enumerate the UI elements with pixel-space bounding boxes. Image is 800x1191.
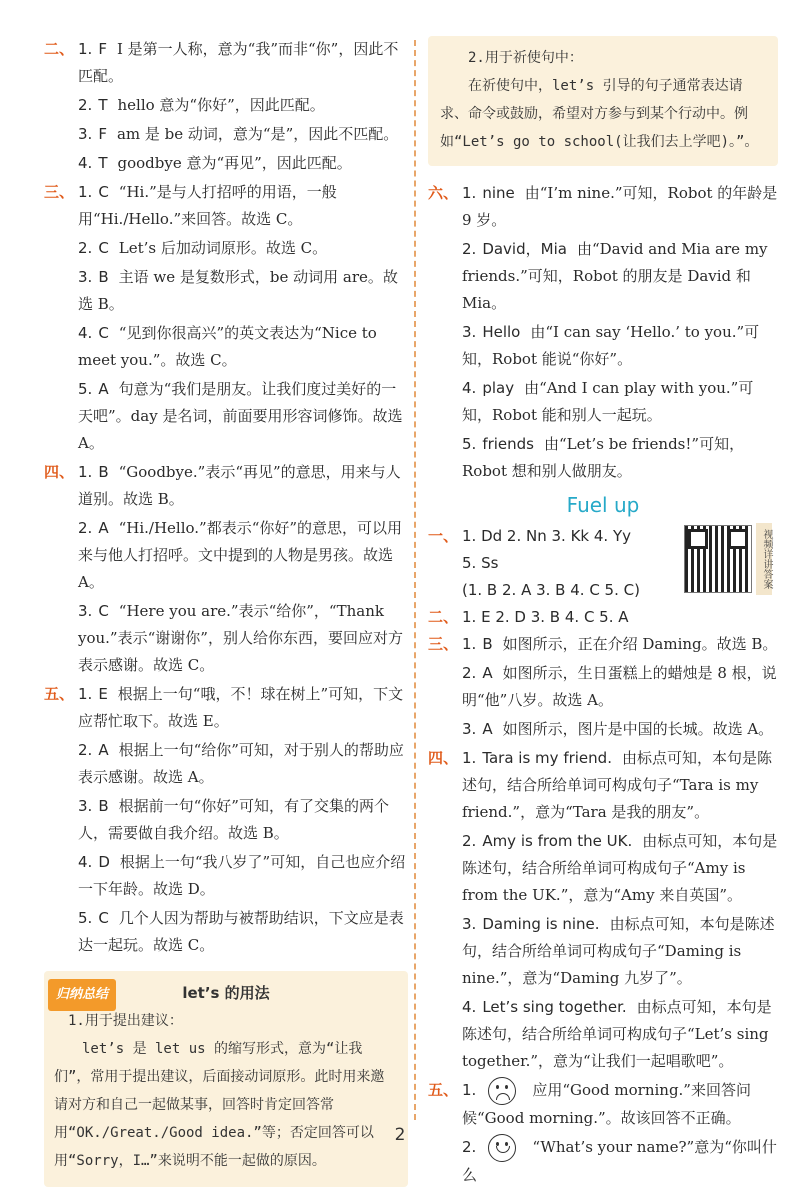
answer-item bbox=[44, 849, 408, 903]
answer-item bbox=[44, 905, 408, 959]
answer-item bbox=[428, 994, 778, 1075]
item-explanation: goodbye 意为“再见”，因此匹配。 bbox=[117, 154, 352, 172]
answer-item bbox=[44, 92, 408, 119]
item-answer: B bbox=[98, 797, 109, 815]
section-3 bbox=[44, 179, 408, 457]
item-number: 2. bbox=[462, 664, 477, 682]
item-explanation: am 是 be 动词，意为“是”，因此不匹配。 bbox=[116, 125, 399, 143]
answer-line bbox=[428, 577, 778, 604]
item-number: 4. bbox=[462, 998, 477, 1016]
item-explanation: I 是第一人称，意为“我”而非“你”，因此不匹配。 bbox=[78, 40, 399, 85]
summary-title: let’s 的用法 bbox=[182, 984, 270, 1002]
item-answer: T bbox=[98, 154, 108, 172]
answer-text: 5. Ss bbox=[462, 554, 499, 572]
answer-item bbox=[428, 745, 778, 826]
item-answer: Tara is my friend. bbox=[482, 749, 612, 767]
item-number: 1. bbox=[462, 635, 477, 653]
answer-item bbox=[428, 375, 778, 429]
section-number: 四、 bbox=[44, 463, 75, 481]
section-number: 五、 bbox=[44, 685, 75, 703]
item-number: 1. bbox=[462, 184, 477, 202]
section-number: 一、 bbox=[428, 527, 459, 545]
answer-item bbox=[44, 36, 408, 90]
answer-line bbox=[428, 550, 778, 577]
section-6 bbox=[428, 180, 778, 485]
sad-face-icon bbox=[488, 1077, 516, 1105]
item-number: 2. bbox=[78, 519, 93, 537]
answer-item bbox=[428, 180, 778, 234]
summary-header bbox=[54, 979, 398, 1007]
answer-text: 1. E 2. D 3. B 4. C 5. A bbox=[462, 608, 629, 626]
item-answer: Amy is from the UK. bbox=[482, 832, 633, 850]
fuel-section-4 bbox=[428, 745, 778, 1075]
item-number: 1. bbox=[78, 685, 93, 703]
item-number: 5. bbox=[78, 380, 93, 398]
item-number: 3. bbox=[78, 268, 93, 286]
item-explanation: 由“I’m nine.”可知，Robot 的年龄是 9 岁。 bbox=[462, 184, 778, 229]
item-explanation: “见到你很高兴”的英文表达为“Nice to meet you.”。故选 C。 bbox=[78, 324, 377, 369]
item-answer: David，Mia bbox=[482, 240, 567, 258]
section-number: 三、 bbox=[44, 183, 75, 201]
right-column bbox=[428, 36, 778, 1191]
answer-item bbox=[44, 235, 408, 262]
item-answer: D bbox=[98, 853, 110, 871]
fuel-section-1 bbox=[428, 523, 778, 604]
page-number: 2 bbox=[394, 1125, 406, 1145]
fuel-section-2 bbox=[428, 604, 778, 631]
summary-subheading: 2.用于祈使句中： bbox=[468, 50, 583, 66]
answer-item bbox=[44, 320, 408, 374]
qr-caption: 视频详讲答案 bbox=[756, 523, 772, 595]
item-explanation: “Here you are.”表示“给你”，“Thank you.”表示“谢谢你”，别人给你东西，要回应对方表示感谢。故选 C。 bbox=[78, 602, 403, 674]
answer-text: 1. Dd 2. Nn 3. Kk 4. Yy bbox=[462, 527, 631, 545]
item-number: 4. bbox=[78, 154, 93, 172]
answer-item bbox=[44, 793, 408, 847]
item-explanation: “Hi.”是与人打招呼的用语，一般用“Hi./Hello.”来回答。故选 C。 bbox=[78, 183, 337, 228]
item-explanation: 如图所示，正在介绍 Daming。故选 B。 bbox=[502, 635, 778, 653]
item-number: 3. bbox=[78, 797, 93, 815]
section-number: 四、 bbox=[428, 749, 459, 767]
item-number: 3. bbox=[78, 125, 93, 143]
answer-item bbox=[428, 431, 778, 485]
answer-item bbox=[44, 264, 408, 318]
item-answer: B bbox=[482, 635, 493, 653]
section-number: 三、 bbox=[428, 635, 459, 653]
item-number: 2. bbox=[78, 741, 93, 759]
section-4 bbox=[44, 459, 408, 679]
item-answer: play bbox=[482, 379, 515, 397]
item-number: 2. bbox=[462, 1138, 477, 1156]
answer-item bbox=[44, 459, 408, 513]
section-number: 二、 bbox=[428, 608, 459, 626]
item-explanation: 由“Let’s be friends!”可知，Robot 想和别人做朋友。 bbox=[462, 435, 745, 480]
section-number: 六、 bbox=[428, 184, 459, 202]
item-explanation: 根据上一句“给你”可知，对于别人的帮助应表示感谢。故选 A。 bbox=[78, 741, 404, 786]
item-explanation: 由标点可知，本句是陈述句，结合所给单词可构成句子“Amy is from the UK.”，意为“Amy 来自英国”。 bbox=[462, 832, 778, 904]
item-number: 2. bbox=[462, 832, 477, 850]
item-explanation: “Hi./Hello.”都表示“你好”的意思，可以用来与他人打招呼。文中提到的人物是男孩。故选 A。 bbox=[78, 519, 403, 591]
item-explanation: 根据上一句“哦，不！球在树上”可知，下文应帮忙取下。故选 E。 bbox=[78, 685, 404, 730]
item-answer: friends bbox=[482, 435, 534, 453]
answer-item bbox=[428, 319, 778, 373]
item-answer: B bbox=[98, 463, 109, 481]
item-explanation: 句意为“我们是朋友。让我们度过美好的一天吧”。day 是名词，前面要用形容词修饰。故选 A。 bbox=[78, 380, 403, 452]
item-explanation: 由标点可知，本句是陈述句，结合所给单词可构成句子“Let’s sing together.”，意为“让我们一起唱歌吧”。 bbox=[462, 998, 772, 1070]
item-answer: A bbox=[482, 664, 493, 682]
fuel-up-heading: Fuel up bbox=[566, 493, 640, 517]
item-number: 5. bbox=[462, 435, 477, 453]
answer-item bbox=[44, 737, 408, 791]
item-number: 1. bbox=[78, 40, 93, 58]
answer-item bbox=[428, 1077, 778, 1132]
item-answer: Hello bbox=[482, 323, 521, 341]
answer-item bbox=[44, 598, 408, 679]
summary-subheading: 1.用于提出建议： bbox=[68, 1013, 183, 1029]
answer-item bbox=[44, 121, 408, 148]
item-explanation: 由标点可知，本句是陈述句，结合所给单词可构成句子“Tara is my friend.”，意为“Tara 是我的朋友”。 bbox=[462, 749, 772, 821]
item-explanation: 几个人因为帮助与被帮助结识，下文应是表达一起玩。故选 C。 bbox=[78, 909, 404, 954]
summary-box-continued bbox=[428, 36, 778, 166]
item-answer: A bbox=[98, 519, 109, 537]
answer-item bbox=[44, 376, 408, 457]
item-number: 4. bbox=[78, 324, 93, 342]
answer-item bbox=[44, 179, 408, 233]
item-number: 3. bbox=[462, 915, 477, 933]
answer-item bbox=[428, 660, 778, 714]
item-explanation: 由“David and Mia are my friends.”可知，Robot 的朋友是 David 和 Mia。 bbox=[462, 240, 768, 312]
item-explanation: hello 意为“你好”，因此匹配。 bbox=[117, 96, 325, 114]
item-explanation: 如图所示，生日蛋糕上的蜡烛是 8 根，说明“他”八岁。故选 A。 bbox=[462, 664, 777, 709]
column-divider bbox=[414, 40, 416, 1120]
item-number: 1. bbox=[462, 1081, 477, 1099]
item-explanation: “What’s your name?”意为“你叫什么 bbox=[462, 1138, 777, 1184]
answer-item bbox=[428, 828, 778, 909]
item-number: 5. bbox=[78, 909, 93, 927]
item-number: 1. bbox=[78, 463, 93, 481]
section-5 bbox=[44, 681, 408, 959]
item-answer: A bbox=[482, 720, 493, 738]
item-explanation: 根据上一句“我八岁了”可知，自己也应介绍一下年龄。故选 D。 bbox=[78, 853, 406, 898]
item-number: 2. bbox=[462, 240, 477, 258]
item-explanation: 由“And I can play with you.”可知，Robot 能和别人一起玩。 bbox=[462, 379, 754, 424]
item-answer: F bbox=[98, 125, 107, 143]
item-answer: F bbox=[98, 40, 107, 58]
answer-item bbox=[428, 236, 778, 317]
item-explanation: 应用“Good morning.”来回答问候“Good morning.”。故该回答不正确。 bbox=[462, 1081, 751, 1127]
item-answer: C bbox=[98, 602, 109, 620]
item-answer: B bbox=[98, 268, 109, 286]
answer-line bbox=[428, 523, 778, 550]
item-number: 3. bbox=[78, 602, 93, 620]
item-number: 2. bbox=[78, 239, 93, 257]
item-explanation: 由标点可知，本句是陈述句，结合所给单词可构成句子“Daming is nine.”，意为“Daming 九岁了”。 bbox=[462, 915, 775, 987]
summary-paragraph: let’s 是 let us 的缩写形式，意为“让我们”，常用于提出建议，后面接动词原形。此时用来邀请对方和自己一起做某事，回答时肯定回答常用“OK./Great./Good idea.”等；否定回答可以用“Sorry，I…”来说明不能一起做的原因。 bbox=[54, 1041, 385, 1169]
item-number: 3. bbox=[462, 323, 477, 341]
answer-item bbox=[44, 681, 408, 735]
answer-text: (1. B 2. A 3. B 4. C 5. C) bbox=[462, 581, 640, 599]
summary-tag: 归纳总结 bbox=[48, 979, 116, 1011]
item-answer: C bbox=[98, 909, 109, 927]
item-explanation: 主语 we 是复数形式，be 动词用 are。故选 B。 bbox=[78, 268, 398, 313]
item-number: 3. bbox=[462, 720, 477, 738]
section-2 bbox=[44, 36, 408, 177]
item-answer: A bbox=[98, 380, 109, 398]
item-answer: T bbox=[98, 96, 108, 114]
item-explanation: Let’s 后加动词原形。故选 C。 bbox=[118, 239, 328, 257]
item-answer: Daming is nine. bbox=[482, 915, 600, 933]
fuel-section-3 bbox=[428, 631, 778, 743]
item-explanation: “Goodbye.”表示“再见”的意思，用来与人道别。故选 B。 bbox=[78, 463, 401, 508]
item-answer: E bbox=[98, 685, 108, 703]
item-number: 2. bbox=[78, 96, 93, 114]
item-answer: nine bbox=[482, 184, 515, 202]
item-explanation: 由“I can say ‘Hello.’ to you.”可知，Robot 能说“你好”。 bbox=[462, 323, 760, 368]
left-column bbox=[44, 36, 408, 1187]
item-answer: C bbox=[98, 324, 109, 342]
item-number: 1. bbox=[462, 749, 477, 767]
answer-item bbox=[44, 515, 408, 596]
item-answer: C bbox=[98, 239, 109, 257]
item-number: 1. bbox=[78, 183, 93, 201]
item-explanation: 根据前一句“你好”可知，有了交集的两个人，需要做自我介绍。故选 B。 bbox=[78, 797, 389, 842]
item-answer: A bbox=[98, 741, 109, 759]
answer-item bbox=[428, 911, 778, 992]
section-number: 二、 bbox=[44, 40, 75, 58]
answer-item bbox=[44, 150, 408, 177]
section-number: 五、 bbox=[428, 1081, 459, 1099]
item-number: 4. bbox=[78, 853, 93, 871]
answer-item bbox=[428, 631, 778, 658]
item-answer: C bbox=[98, 183, 109, 201]
item-answer: Let’s sing together. bbox=[482, 998, 627, 1016]
summary-box bbox=[44, 971, 408, 1187]
answer-item bbox=[428, 716, 778, 743]
summary-paragraph: 在祈使句中，let’s 引导的句子通常表达请求、命令或鼓励，希望对方参与到某个行动中。例如“Let’s go to school(让我们去上学吧)。”。 bbox=[440, 78, 759, 150]
item-explanation: 如图所示，图片是中国的长城。故选 A。 bbox=[502, 720, 774, 738]
item-number: 4. bbox=[462, 379, 477, 397]
